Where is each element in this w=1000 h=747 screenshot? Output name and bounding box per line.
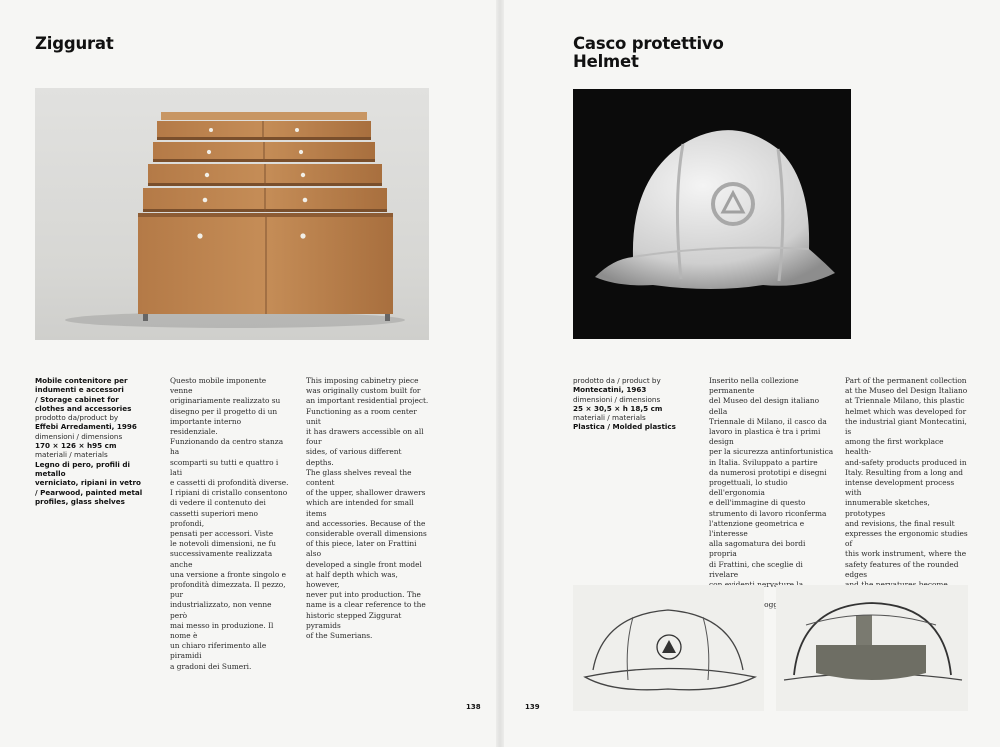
paragraph-italian: Inserito nella collezione permanente del Museo del design italiano della Triennale di Milano, il casco da lavoro in plastica è tra i primi design per la sicurezza antinfortunistica in Italia. Sviluppato a partire da numerosi prototipi e disegni progettuali, lo studio dell'ergonomia e dell'immagine di questo strumento di lavoro riconferma l'attenzione geometrica e l'interesse alla sagomatura dei bordi propria di Frattini, che sceglie di rivelare dell'oggetto. <box>709 376 834 610</box>
materials-value: Plastica / Molded plastics <box>573 422 676 432</box>
helmet-sketch-section <box>776 585 968 711</box>
helmet-text-english <box>845 376 970 611</box>
product-name: Mobile contenitore per indumenti e accessori / Storage cabinet for clothes and accessories <box>35 376 132 413</box>
page-number-left: 138 <box>466 703 481 711</box>
ziggurat-spec-block <box>35 376 153 506</box>
ziggurat-text-english <box>306 376 431 641</box>
page-title-ziggurat: Ziggurat <box>35 34 114 53</box>
producer-value: Montecatini, 1963 <box>573 385 647 395</box>
helmet-photo <box>573 89 851 339</box>
ziggurat-cabinet-photo <box>35 88 429 340</box>
producer-label: prodotto da / product by <box>573 376 661 385</box>
producer-label: prodotto da/product by <box>35 413 119 423</box>
dimensions-value: 170 × 126 × h95 cm <box>35 441 117 451</box>
paragraph-italian: Questo mobile imponente venne originariamente realizzato su disegno per il progetto di un importante interno residenziale. Funzionando da centro stanza ha scomparti su tutti e quattro i lati e cassetti di profondità diverse. I ripiani di cristallo consentono di vedere il contenuto dei cassetti superiori meno profondi, pensati per accessori. Viste le notevoli dimensioni, ne fu successivamente realizzata anche una versione a fronte singolo e profondità dimezzata. Il pezzo, pur industrializzato, non venne però mai messo in produzione. Il nome è un chiaro riferimento alle piramidi a gradoni dei Sumeri. <box>170 376 289 671</box>
paragraph-english: Part of the permanent collection at the Museo del Design Italiano at Triennale Milano, this plastic helmet which was developed for the industrial giant Montecatini, is among the first workplace health- and-safety products produced in Italy. Resulting from a long and intense development process with innumerable sketches, prototypes and revisions, the final result expresses the ergonomic studies of this work instrument, where the safety features of the rounded edges <box>845 376 968 579</box>
ziggurat-text-italian <box>170 376 290 672</box>
dimensions-value: 25 × 30,5 × h 18,5 cm <box>573 403 663 413</box>
materials-label: materiali / materials <box>573 413 646 423</box>
helmet-sketch-front <box>573 585 764 711</box>
dimensions-label: dimensioni / dimensions <box>35 431 123 441</box>
materials-value: Legno di pero, profili di metallo verniciato, ripiani in vetro / Pearwood, painted metal profiles, glass shelves <box>35 459 143 506</box>
dimensions-label: dimensioni / dimensions <box>573 394 661 404</box>
helmet-spec-block <box>573 376 698 432</box>
book-gutter <box>496 0 504 747</box>
materials-label: materiali / materials <box>35 450 108 460</box>
helmet-text-italian <box>709 376 834 611</box>
paragraph-english: This imposing cabinetry piece was originally custom built for an important residential project. Functioning as a room center unit it has drawers accessible on all four sides, of various different depths. The glass shelves reveal the content of the upper, shallower drawers which are intended for small items and accessories. Because of the considerable overall dimensions of this piece, later on Frattini also developed a single front model at half depth which was, however, never put into production. The name is a clear reference to the historic stepped Ziggurat pyramids of the Sumerians. <box>306 376 429 641</box>
producer-value: Effebi Arredamenti, 1996 <box>35 422 137 432</box>
page-title-helmet: Casco protettivo Helmet <box>573 34 724 71</box>
page-number-right: 139 <box>525 703 540 711</box>
